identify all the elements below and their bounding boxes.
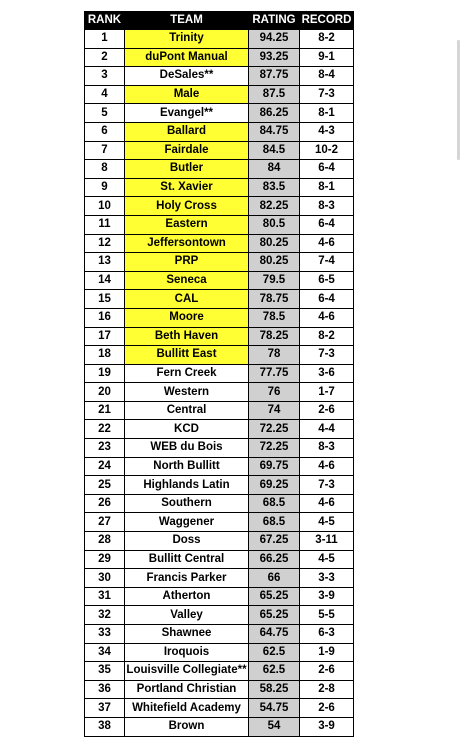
record-cell: 6-4 [300,160,354,179]
table-row [85,346,354,365]
rating-cell: 84.75 [249,122,300,141]
rank-cell: 38 [85,717,125,736]
table-row [85,48,354,67]
record-cell: 10-2 [300,141,354,160]
rating-cell: 78 [249,346,300,365]
rank-cell: 18 [85,346,125,365]
table-row [85,625,354,644]
team-cell: Eastern [125,215,249,234]
table-row [85,30,354,49]
rank-cell: 26 [85,494,125,513]
team-cell: CAL [125,290,249,309]
team-cell: WEB du Bois [125,439,249,458]
record-cell: 3-3 [300,569,354,588]
rank-cell: 3 [85,67,125,86]
team-cell: Highlands Latin [125,476,249,495]
rating-cell: 86.25 [249,104,300,123]
team-cell: Holy Cross [125,197,249,216]
table-row [85,420,354,439]
rank-cell: 37 [85,699,125,718]
team-cell: Portland Christian [125,680,249,699]
record-cell: 9-1 [300,48,354,67]
rank-cell: 28 [85,532,125,551]
rating-cell: 77.75 [249,364,300,383]
team-cell: Francis Parker [125,569,249,588]
table-row [85,215,354,234]
rank-cell: 33 [85,625,125,644]
rating-cell: 62.5 [249,662,300,681]
table-row [85,439,354,458]
table-row [85,327,354,346]
table-row [85,122,354,141]
rating-cell: 80.25 [249,253,300,272]
team-cell: Bullitt Central [125,550,249,569]
record-cell: 2-6 [300,699,354,718]
team-cell: St. Xavier [125,178,249,197]
rank-cell: 11 [85,215,125,234]
rating-cell: 79.5 [249,271,300,290]
record-cell: 8-3 [300,197,354,216]
rank-cell: 30 [85,569,125,588]
rating-cell: 69.75 [249,457,300,476]
table-row [85,569,354,588]
scroll-indicator[interactable] [457,40,460,160]
rank-cell: 21 [85,401,125,420]
record-cell: 4-5 [300,550,354,569]
rank-cell: 4 [85,85,125,104]
record-cell: 4-6 [300,457,354,476]
team-cell: Southern [125,494,249,513]
table-body [85,30,354,737]
team-cell: Valley [125,606,249,625]
rating-cell: 83.5 [249,178,300,197]
rank-cell: 27 [85,513,125,532]
team-cell: Shawnee [125,625,249,644]
header-record: RECORD [300,12,354,30]
record-cell: 4-5 [300,513,354,532]
table-row [85,160,354,179]
table-row [85,364,354,383]
rank-cell: 32 [85,606,125,625]
rank-cell: 1 [85,30,125,49]
header-team: TEAM [125,12,249,30]
rating-cell: 80.25 [249,234,300,253]
table-row [85,643,354,662]
team-cell: Bullitt East [125,346,249,365]
rank-cell: 16 [85,308,125,327]
header-row [85,12,354,30]
table-row [85,401,354,420]
table-row [85,290,354,309]
team-cell: Evangel** [125,104,249,123]
record-cell: 7-3 [300,476,354,495]
record-cell: 7-3 [300,346,354,365]
team-cell: DeSales** [125,67,249,86]
rating-cell: 78.5 [249,308,300,327]
table-row [85,85,354,104]
team-cell: Ballard [125,122,249,141]
record-cell: 1-9 [300,643,354,662]
rating-cell: 72.25 [249,439,300,458]
table-row [85,178,354,197]
record-cell: 2-6 [300,662,354,681]
record-cell: 8-1 [300,178,354,197]
record-cell: 8-2 [300,30,354,49]
table-row [85,271,354,290]
team-cell: Iroquois [125,643,249,662]
rank-cell: 22 [85,420,125,439]
rating-cell: 65.25 [249,587,300,606]
rating-cell: 68.5 [249,494,300,513]
rank-cell: 15 [85,290,125,309]
rank-cell: 12 [85,234,125,253]
rank-cell: 2 [85,48,125,67]
record-cell: 8-2 [300,327,354,346]
record-cell: 2-6 [300,401,354,420]
record-cell: 8-1 [300,104,354,123]
rank-cell: 14 [85,271,125,290]
table-row [85,141,354,160]
record-cell: 3-11 [300,532,354,551]
team-cell: Atherton [125,587,249,606]
record-cell: 3-9 [300,587,354,606]
header-rank: RANK [85,12,125,30]
rating-cell: 93.25 [249,48,300,67]
record-cell: 3-9 [300,717,354,736]
table-row [85,457,354,476]
record-cell: 4-4 [300,420,354,439]
rating-cell: 66.25 [249,550,300,569]
rank-cell: 25 [85,476,125,495]
table-row [85,587,354,606]
rank-cell: 35 [85,662,125,681]
team-cell: Beth Haven [125,327,249,346]
rating-cell: 76 [249,383,300,402]
rating-cell: 64.75 [249,625,300,644]
rating-cell: 78.25 [249,327,300,346]
record-cell: 4-6 [300,308,354,327]
team-cell: Doss [125,532,249,551]
rating-cell: 68.5 [249,513,300,532]
rank-cell: 19 [85,364,125,383]
rating-cell: 78.75 [249,290,300,309]
team-cell: Fern Creek [125,364,249,383]
rank-cell: 31 [85,587,125,606]
rank-cell: 34 [85,643,125,662]
table-row [85,513,354,532]
rating-cell: 72.25 [249,420,300,439]
rating-cell: 54.75 [249,699,300,718]
table-row [85,717,354,736]
rank-cell: 7 [85,141,125,160]
record-cell: 4-3 [300,122,354,141]
rating-cell: 65.25 [249,606,300,625]
rankings-table [84,11,354,737]
table-row [85,234,354,253]
table-row [85,606,354,625]
record-cell: 6-5 [300,271,354,290]
header-rating: RATING [249,12,300,30]
team-cell: Butler [125,160,249,179]
team-cell: Whitefield Academy [125,699,249,718]
team-cell: PRP [125,253,249,272]
team-cell: Waggener [125,513,249,532]
rating-cell: 84 [249,160,300,179]
team-cell: Brown [125,717,249,736]
rating-cell: 87.5 [249,85,300,104]
rating-cell: 80.5 [249,215,300,234]
rating-cell: 66 [249,569,300,588]
table-row [85,699,354,718]
record-cell: 6-4 [300,215,354,234]
table-row [85,662,354,681]
rank-cell: 8 [85,160,125,179]
table-row [85,550,354,569]
rating-cell: 84.5 [249,141,300,160]
rating-cell: 67.25 [249,532,300,551]
record-cell: 8-4 [300,67,354,86]
team-cell: Trinity [125,30,249,49]
table-row [85,308,354,327]
team-cell: Louisville Collegiate** [125,662,249,681]
rating-cell: 94.25 [249,30,300,49]
record-cell: 6-3 [300,625,354,644]
team-cell: Male [125,85,249,104]
team-cell: North Bullitt [125,457,249,476]
rank-cell: 10 [85,197,125,216]
table-row [85,680,354,699]
team-cell: Moore [125,308,249,327]
team-cell: Seneca [125,271,249,290]
team-cell: KCD [125,420,249,439]
team-cell: Fairdale [125,141,249,160]
record-cell: 7-4 [300,253,354,272]
record-cell: 4-6 [300,234,354,253]
rank-cell: 17 [85,327,125,346]
table-row [85,383,354,402]
rating-cell: 74 [249,401,300,420]
table-row [85,253,354,272]
record-cell: 6-4 [300,290,354,309]
record-cell: 3-6 [300,364,354,383]
team-cell: Central [125,401,249,420]
rating-cell: 54 [249,717,300,736]
rank-cell: 9 [85,178,125,197]
rank-cell: 13 [85,253,125,272]
team-cell: Jeffersontown [125,234,249,253]
table-row [85,67,354,86]
rating-cell: 87.75 [249,67,300,86]
rank-cell: 36 [85,680,125,699]
record-cell: 1-7 [300,383,354,402]
table-row [85,104,354,123]
rank-cell: 20 [85,383,125,402]
table-row [85,476,354,495]
rank-cell: 24 [85,457,125,476]
table-row [85,197,354,216]
rank-cell: 23 [85,439,125,458]
record-cell: 5-5 [300,606,354,625]
rank-cell: 6 [85,122,125,141]
record-cell: 2-8 [300,680,354,699]
team-cell: Western [125,383,249,402]
record-cell: 8-3 [300,439,354,458]
team-cell: duPont Manual [125,48,249,67]
rank-cell: 5 [85,104,125,123]
table-row [85,532,354,551]
rating-cell: 69.25 [249,476,300,495]
rating-cell: 62.5 [249,643,300,662]
rating-cell: 58.25 [249,680,300,699]
table-row [85,494,354,513]
record-cell: 7-3 [300,85,354,104]
rating-cell: 82.25 [249,197,300,216]
record-cell: 4-6 [300,494,354,513]
rank-cell: 29 [85,550,125,569]
